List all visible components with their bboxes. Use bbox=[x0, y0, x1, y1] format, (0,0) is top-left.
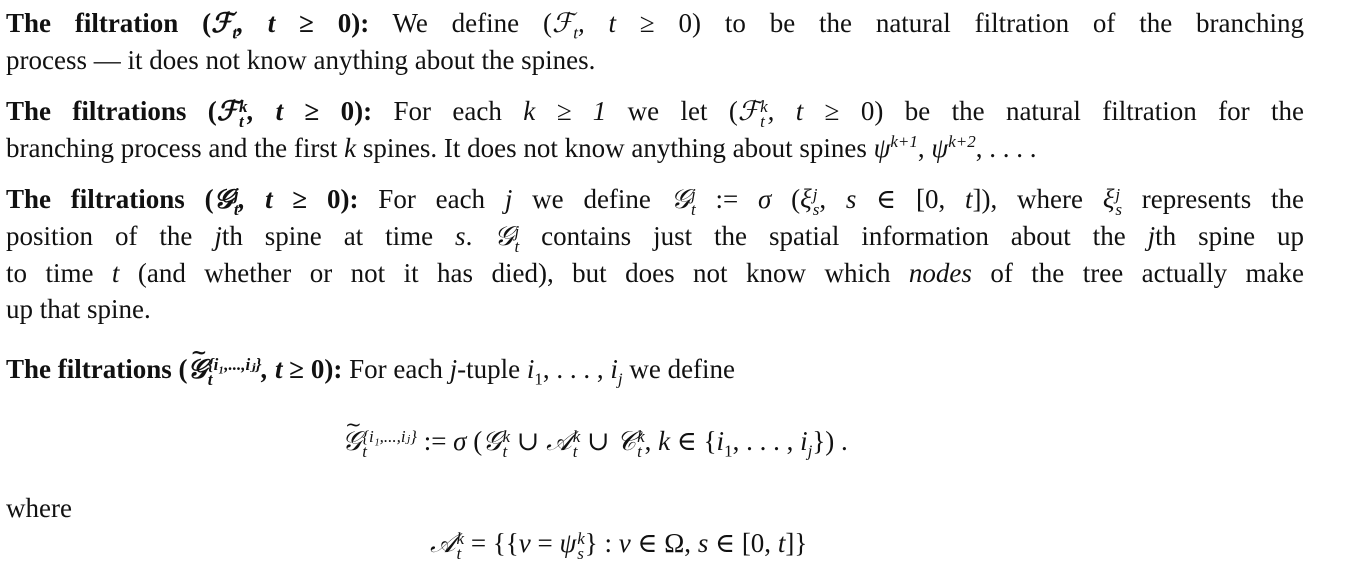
body-text: we define bbox=[532, 184, 651, 214]
body-text: process — it does not know anything about the spines. bbox=[6, 45, 596, 75]
body-text: we define bbox=[629, 354, 736, 384]
body-text: to be the natural filtration of the branching bbox=[724, 8, 1305, 38]
body-text: th spine at time bbox=[221, 221, 434, 251]
body-text: up that spine. bbox=[6, 294, 151, 324]
paragraph-heading: The filtrations bbox=[6, 354, 172, 384]
paragraph-heading: The filtrations bbox=[6, 96, 187, 126]
body-text: position of the bbox=[6, 221, 193, 251]
paragraph-filtrations-Fk bbox=[6, 93, 1304, 166]
body-text: represents the bbox=[1141, 184, 1305, 214]
paragraph-line: The filtrations (~ 𝒢 {i₁,...,iⱼ} t , t ≥ 0): For each j-tuple $i_1$, . . . , $i_j$ we define bbox=[6, 351, 1304, 388]
math-heading: (𝒢 j t , t ≥ 0): bbox=[204, 184, 359, 219]
paragraph-filtration-F bbox=[6, 5, 1304, 78]
body-text: contains just the spatial information about the bbox=[541, 221, 1126, 251]
paragraph-heading: The filtrations bbox=[6, 184, 185, 214]
display-equation-Gtilde: ~ 𝒢 {i₁,...,iⱼ} t := σ (𝒢 k t ∪ 𝒜 k t ∪ 𝒞 k t , k ∈ {$i_1$, . . . , $i_j$}) . bbox=[342, 423, 848, 460]
paragraph-line: position of the jth spine at time s. 𝒢 j t contains just the spatial information about the jth spine up bbox=[6, 221, 1305, 256]
paragraph-heading: The filtration bbox=[6, 8, 179, 38]
math-heading: (ℱ k t , t ≥ 0): bbox=[207, 96, 373, 131]
body-text: -tuple bbox=[457, 354, 521, 384]
math-inline: k ≥ 1 bbox=[523, 96, 607, 126]
body-text: spines. It does not know anything about spines bbox=[362, 133, 867, 163]
body-text: We define bbox=[392, 8, 520, 38]
math-heading: (~ 𝒢 {i₁,...,iⱼ} t , t ≥ 0): bbox=[179, 354, 343, 384]
paragraph-line: to time t (and whether or not it has died), but does not know which nodes of the tree actually make bbox=[6, 258, 1305, 288]
display-equation-A: 𝒜 k t = {{v = ψ k s } : v ∈ Ω, s ∈ [0, t]} bbox=[430, 528, 808, 563]
body-text: For each bbox=[378, 184, 486, 214]
where-label: where bbox=[6, 493, 72, 523]
emphasis-text: nodes bbox=[908, 258, 972, 288]
paragraph-line: The filtrations (𝒢 j t , t ≥ 0): For each j we define 𝒢 j t := σ (ξ j s , s ∈ [0, t]), where ξ j s represents the bbox=[6, 184, 1305, 219]
body-text: , . . . . bbox=[975, 133, 1037, 163]
body-text: (and whether or not it has died), but does not know which bbox=[137, 258, 891, 288]
paragraph-line: The filtrations (ℱ k t , t ≥ 0): For each k ≥ 1 we let (ℱ k t , t ≥ 0) be the natural filtration for the bbox=[6, 96, 1304, 131]
body-text: of the tree actually make bbox=[990, 258, 1305, 288]
body-text: to time bbox=[6, 258, 94, 288]
paragraph-line: The filtration (ℱ$_t$, t ≥ 0): We define (ℱ$_t$, t ≥ 0) to be the natural filtration of the branching bbox=[6, 8, 1305, 43]
paragraph-filtrations-G bbox=[6, 181, 1304, 327]
paragraph-filtrations-Gtilde bbox=[6, 351, 1304, 388]
body-text: For each bbox=[393, 96, 502, 126]
body-text: For each bbox=[349, 354, 443, 384]
body-text: be the natural filtration for the bbox=[904, 96, 1304, 126]
paragraph-line: branching process and the first k spines. It does not know anything about spines $\psi^{k+1}$, $\psi^{k+2}$, . . . . bbox=[6, 132, 1037, 163]
math-heading: (ℱ$_t$, t ≥ 0): bbox=[202, 8, 370, 43]
body-text: th spine up bbox=[1155, 221, 1305, 251]
body-text: branching process and the first bbox=[6, 133, 338, 163]
body-text: , where bbox=[990, 184, 1084, 214]
body-text: we let bbox=[627, 96, 708, 126]
